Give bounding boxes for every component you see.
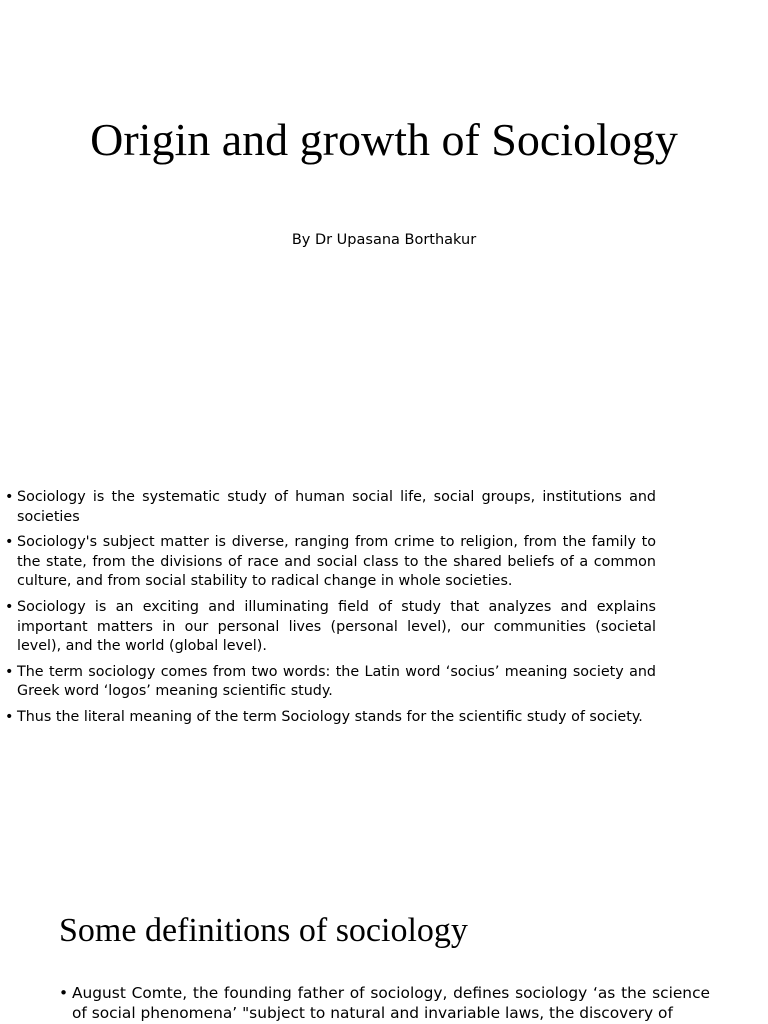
- slide-title: [0, 0, 768, 440]
- definitions-bullet-list: [58, 983, 710, 1023]
- bullet-text: August Comte, the founding father of sociology, defines sociology ‘as the science of social phenomena’ "subject to natural and invariable laws, the discovery of: [72, 984, 710, 1022]
- bullet-text: Sociology is the systematic study of human social life, social groups, institutions and societies: [17, 489, 656, 525]
- bullet-dot-icon: •: [5, 598, 14, 615]
- slide-introduction: [0, 440, 768, 870]
- slide-definitions: [0, 870, 768, 1024]
- bullet-item: [0, 663, 656, 702]
- bullet-dot-icon: •: [5, 534, 14, 551]
- bullet-item: [0, 533, 656, 592]
- intro-bullet-list: [0, 488, 656, 734]
- bullet-text: Sociology's subject matter is diverse, ranging from crime to religion, from the family to the state, from the divisions of race and social class to the shared beliefs of a common culture, and from social stability to radical change in whole societies.: [17, 534, 656, 590]
- bullet-dot-icon: •: [5, 489, 14, 505]
- bullet-item: [58, 983, 710, 1023]
- author-byline: By Dr Upasana Borthakur: [291, 232, 477, 248]
- bullet-dot-icon: •: [5, 708, 14, 725]
- bullet-dot-icon: •: [59, 984, 69, 1002]
- bullet-dot-icon: •: [5, 663, 14, 680]
- bullet-text: Sociology is an exciting and illuminating field of study that analyzes and explains important matters in our personal lives (personal level), our communities (societal level), and the world (global level).: [17, 598, 656, 655]
- bullet-item: [0, 708, 656, 728]
- bullet-item: [0, 598, 656, 657]
- bullet-text: The term sociology comes from two words: the Latin word ‘socius’ meaning society and Greek word ‘logos’ meaning scientific study.: [17, 663, 656, 700]
- slide-title-heading: Origin and growth of Sociology: [90, 114, 678, 165]
- definitions-heading: Some definitions of sociology: [59, 912, 468, 949]
- bullet-text: Thus the literal meaning of the term Sociology stands for the scientific study of society.: [17, 708, 643, 725]
- bullet-item: [0, 488, 656, 527]
